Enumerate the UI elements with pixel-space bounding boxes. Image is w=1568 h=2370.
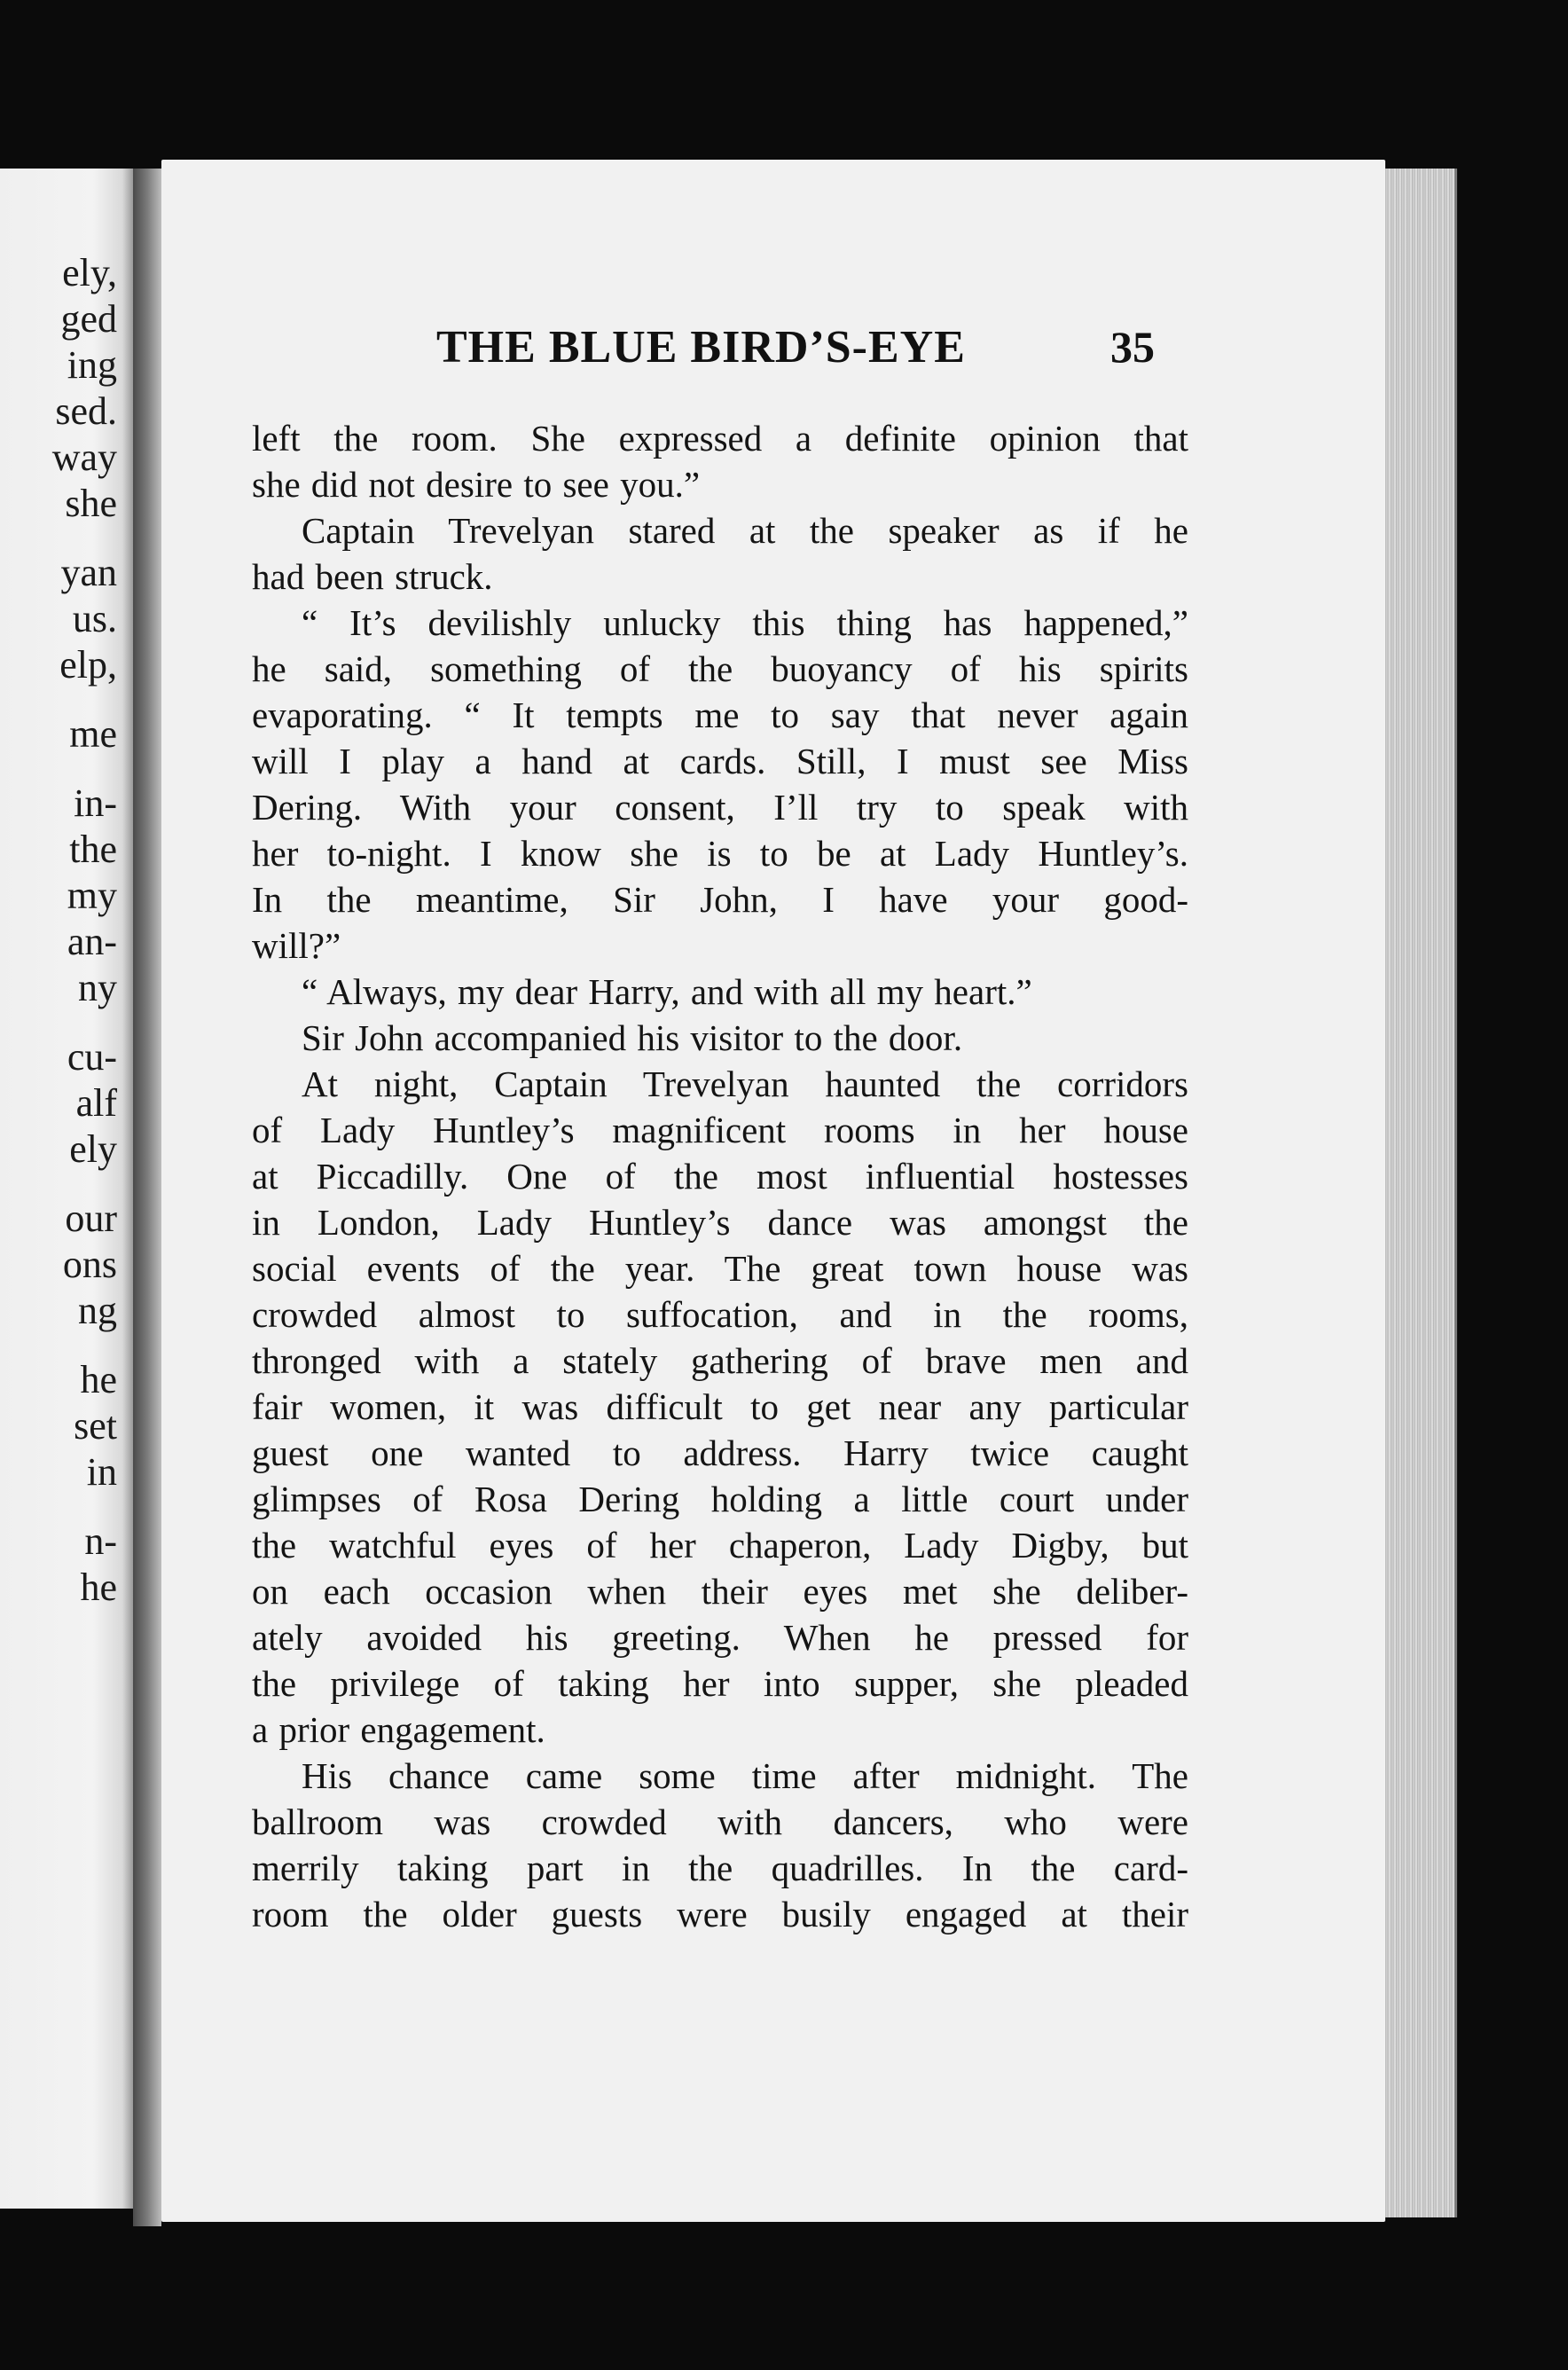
text-line: of Lady Huntley’s magnificent rooms in her house [252,1110,1188,1150]
previous-page-fragment: he [80,1358,117,1401]
text-line: merrily taking part in the quadrilles. In the card- [252,1848,1188,1888]
text-line: fair women, it was difficult to get near any particular [252,1386,1188,1427]
text-line: the privilege of taking her into supper, she pleaded [252,1663,1188,1704]
text-line: Captain Trevelyan stared at the speaker as if he [302,510,1188,551]
book-gutter [133,169,161,2226]
previous-page-fragment: elp, [59,643,117,687]
text-line: left the room. She expressed a definite opinion that [252,418,1188,459]
text-line: a prior engagement. [252,1709,545,1750]
text-line: room the older guests were busily engaged at their [252,1894,1188,1934]
previous-page-fragment: us. [72,597,117,640]
text-line: “ Always, my dear Harry, and with all my heart.” [302,971,1032,1012]
text-line: her to-night. I know she is to be at Lady Huntley’s. [252,833,1188,874]
text-line: thronged with a stately gathering of brave men and [252,1340,1188,1381]
text-line: she did not desire to see you.” [252,464,701,505]
previous-page-fragment: the [69,828,117,871]
text-line: ately avoided his greeting. When he pressed for [252,1617,1188,1658]
previous-page-fragment: ng [78,1289,117,1332]
text-line: the watchful eyes of her chaperon, Lady Digby, but [252,1525,1188,1566]
previous-page-fragment: ny [78,966,117,1009]
book-page [161,160,1385,2222]
text-line: evaporating. “ It tempts me to say that never again [252,695,1188,735]
previous-page-fragment: me [69,712,117,756]
previous-page-fragment: alf [75,1081,117,1125]
running-head [161,321,1385,374]
running-head-title: THE BLUE BIRD’S-EYE [436,322,966,373]
previous-page-fragment: ely [69,1127,117,1171]
previous-page-fragment: my [67,874,117,917]
page-number: 35 [1110,322,1155,372]
text-line: guest one wanted to address. Harry twice caught [252,1432,1188,1473]
text-line: Dering. With your consent, I’ll try to speak with [252,787,1188,828]
text-line: will I play a hand at cards. Still, I must see Miss [252,741,1188,781]
previous-page-fragment: yan [60,551,117,594]
text-line: had been struck. [252,556,493,597]
previous-page-fragment: in- [74,781,117,825]
previous-page-fragment: an- [67,920,117,963]
previous-page-fragment: n- [84,1519,117,1563]
text-line: “ It’s devilishly unlucky this thing has happened,” [302,602,1188,643]
previous-page [0,169,133,2209]
previous-page-fragment: our [65,1197,117,1240]
text-line: he said, something of the buoyancy of his spirits [252,648,1188,689]
previous-page-fragment: cu- [67,1035,117,1079]
text-line: ballroom was crowded with dancers, who were [252,1801,1188,1842]
text-line: on each occasion when their eyes met she deliber- [252,1571,1188,1612]
text-line: In the meantime, Sir John, I have your good- [252,879,1188,920]
text-line: At night, Captain Trevelyan haunted the corridors [302,1063,1188,1104]
text-line: His chance came some time after midnight. The [302,1755,1188,1796]
previous-page-fragment: ely, [62,251,117,294]
previous-page-fragment: set [74,1404,117,1448]
previous-page-fragment: sed. [55,389,117,433]
text-line: Sir John accompanied his visitor to the door. [302,1017,963,1058]
text-line: at Piccadilly. One of the most influential hostesses [252,1156,1188,1197]
previous-page-fragment: in [86,1450,117,1494]
text-line: will?” [252,925,341,966]
previous-page-fragment: ing [67,343,117,387]
previous-page-fragment: ged [60,297,117,341]
previous-page-fragment: ons [62,1243,117,1286]
previous-page-fragment: she [65,482,117,525]
previous-page-fragment: way [51,436,117,479]
text-line: in London, Lady Huntley’s dance was amongst the [252,1202,1188,1243]
previous-page-fragment: he [80,1566,117,1609]
body-text [252,415,1188,1937]
text-line: crowded almost to suffocation, and in the rooms, [252,1294,1188,1335]
text-line: social events of the year. The great town house was [252,1248,1188,1289]
text-line: glimpses of Rosa Dering holding a little court under [252,1479,1188,1519]
